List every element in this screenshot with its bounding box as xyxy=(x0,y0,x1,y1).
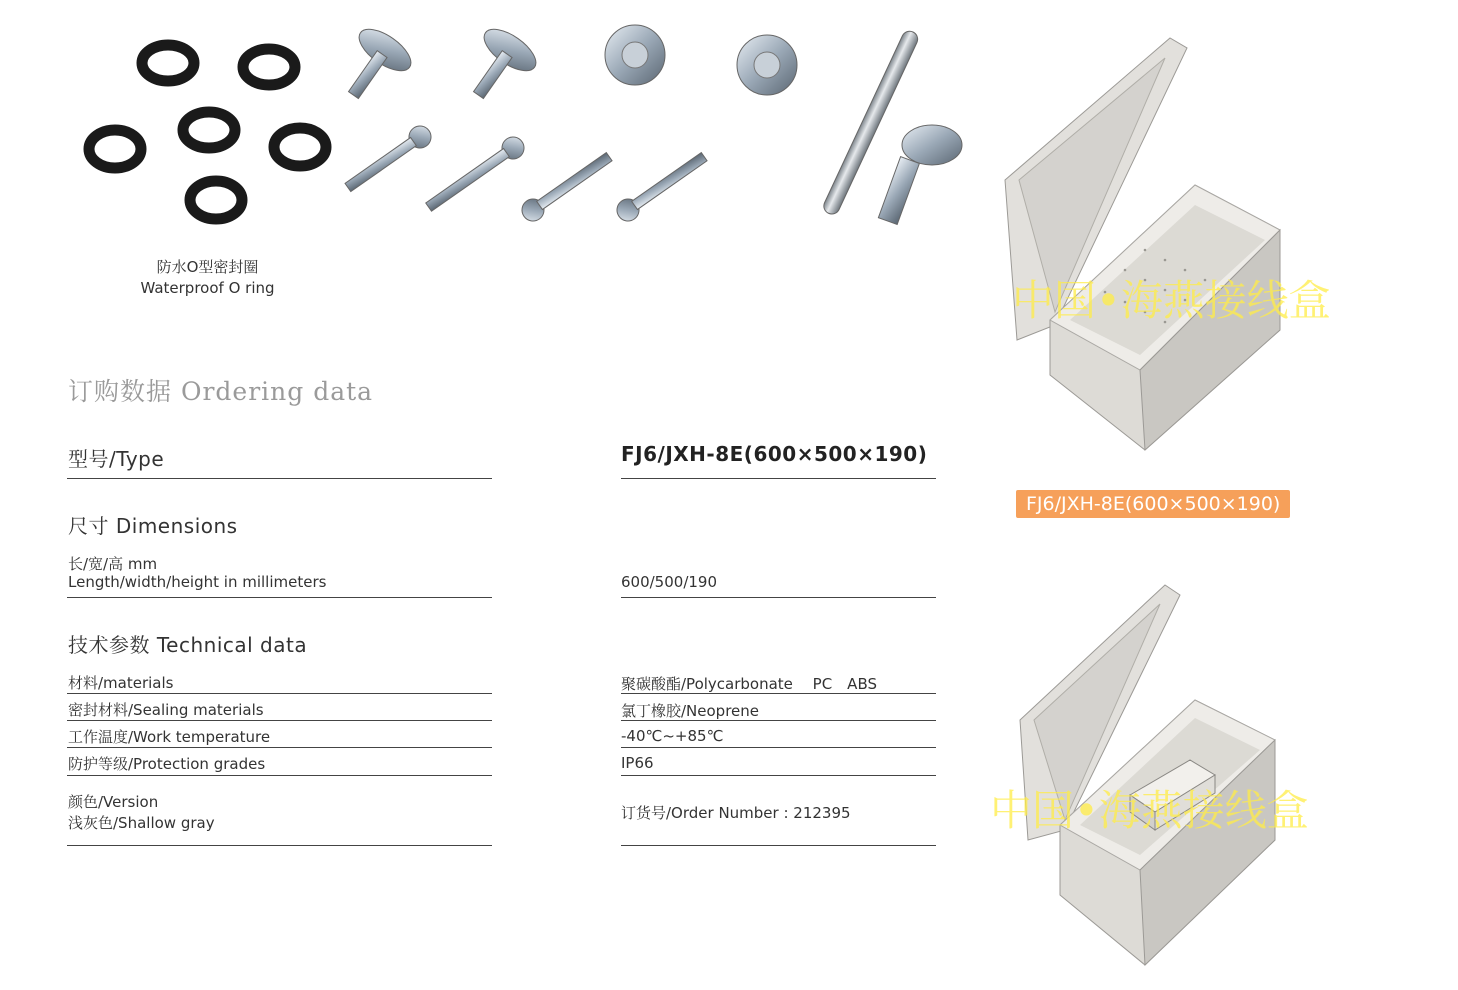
divider xyxy=(67,597,492,598)
dimensions-value: 600/500/190 xyxy=(621,573,717,591)
oring-caption-en: Waterproof O ring xyxy=(140,279,275,297)
divider xyxy=(621,693,936,694)
dimensions-label-en: Length/width/height in millimeters xyxy=(68,573,327,591)
watermark: 中国•海燕接线盒 xyxy=(990,786,1309,835)
divider xyxy=(621,478,936,479)
tech-row-value: 氯丁橡胶/Neoprene xyxy=(621,702,760,720)
divider xyxy=(67,845,492,846)
divider xyxy=(621,775,936,776)
tech-row-value: IP66 xyxy=(621,754,654,772)
divider xyxy=(67,747,492,748)
product-badge: FJ6/JXH-8E(600×500×190) xyxy=(1016,490,1290,518)
version-label-cn: 颜色/Version xyxy=(68,793,159,811)
divider xyxy=(67,693,492,694)
version-label-en: 浅灰色/Shallow gray xyxy=(68,814,215,832)
o-rings-image xyxy=(70,30,350,240)
type-label: 型号/Type xyxy=(68,447,165,471)
tech-row-label: 工作温度/Work temperature xyxy=(68,728,271,746)
tech-row-label: 防护等级/Protection grades xyxy=(68,755,266,773)
tech-row-label: 材料/materials xyxy=(68,674,174,692)
tech-row-value: -40℃~+85℃ xyxy=(621,727,724,745)
divider xyxy=(621,747,936,748)
oring-caption-cn: 防水O型密封圈 xyxy=(156,258,259,276)
section-title: 订购数据 Ordering data xyxy=(68,377,374,406)
order-number: 订货号/Order Number : 212395 xyxy=(621,804,851,822)
technical-header: 技术参数 Technical data xyxy=(68,633,308,657)
junction-box-image xyxy=(995,30,1315,460)
divider xyxy=(67,775,492,776)
divider xyxy=(621,845,936,846)
divider xyxy=(67,478,492,479)
divider xyxy=(621,720,936,721)
screws-image xyxy=(335,10,975,250)
type-value: FJ6/JXH-8E(600×500×190) xyxy=(621,442,928,466)
tech-row-value: 聚碳酸酯/Polycarbonate PC ABS xyxy=(621,675,877,693)
dimensions-label-cn: 长/宽/高 mm xyxy=(68,555,158,573)
dimensions-header: 尺寸 Dimensions xyxy=(68,514,238,538)
divider xyxy=(621,597,936,598)
watermark: 中国•海燕接线盒 xyxy=(1012,276,1331,325)
tech-row-label: 密封材料/Sealing materials xyxy=(68,701,264,719)
divider xyxy=(67,720,492,721)
